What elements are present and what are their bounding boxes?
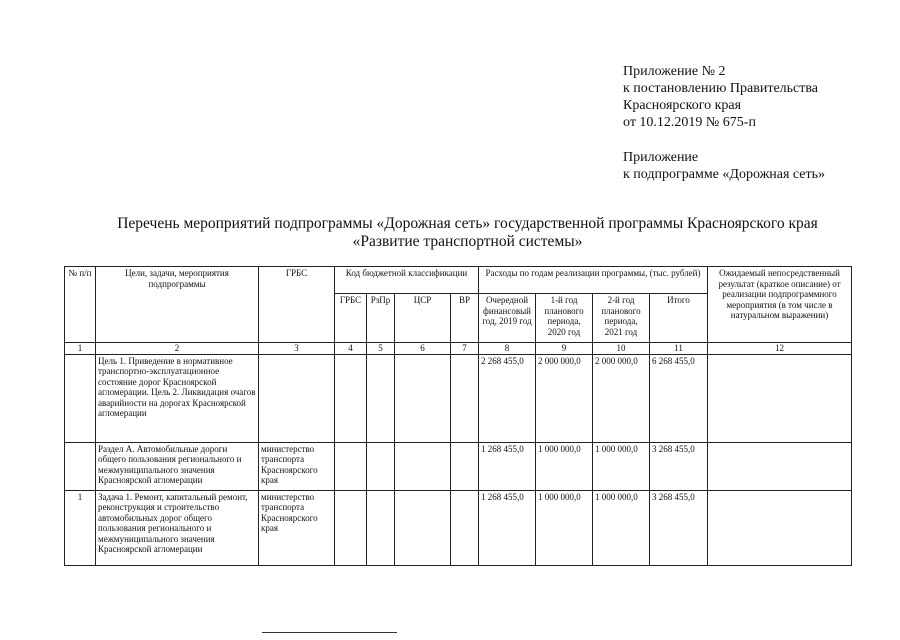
header-grbs: ГРБС	[259, 267, 335, 343]
column-number: 1	[65, 343, 96, 355]
row-y2019: 1 268 455,0	[479, 442, 536, 490]
attachment-line: к постановлению Правительства	[623, 81, 819, 96]
header-expenses: Расходы по годам реализации программы, (тыс. рублей)	[479, 267, 708, 294]
row-text: Цель 1. Приведение в нормативное транспортно-эксплуатационное состояние дорог Красноярской агломерации. Цель 2. Ликвидация очагов аварийности на дорогах Красноярской агломерации	[96, 354, 259, 442]
row-grbs	[259, 354, 335, 442]
row-num	[65, 354, 96, 442]
header-num: № п/п	[65, 267, 96, 343]
row-grbs: министерство транспорта Красноярского края	[259, 442, 335, 490]
column-number: 9	[536, 343, 593, 355]
header-year-2020: 1-й год планового периода, 2020 год	[536, 294, 593, 343]
attachment-line: Приложение	[623, 150, 699, 165]
row-total: 3 268 455,0	[650, 442, 708, 490]
column-number: 5	[367, 343, 395, 355]
table-row	[65, 354, 852, 442]
header-year-2019: Очередной финансовый год, 2019 год	[479, 294, 536, 343]
row-y2021: 1 000 000,0	[593, 442, 650, 490]
row-y2020: 2 000 000,0	[536, 354, 593, 442]
header-result: Ожидаемый непосредственный результат (краткое описание) от реализации подпрограммного мероприятия (в том числе в натуральном выражении)	[708, 267, 852, 343]
column-number: 8	[479, 343, 536, 355]
footnote-divider	[262, 632, 397, 633]
attachment-line: Приложение № 2	[623, 64, 726, 79]
sub-attachment-header	[623, 149, 825, 183]
column-number: 3	[259, 343, 335, 355]
column-number-row	[65, 343, 852, 355]
row-num: 1	[65, 490, 96, 565]
column-number: 7	[451, 343, 479, 355]
table-row	[65, 442, 852, 490]
column-number: 10	[593, 343, 650, 355]
header-vr: ВР	[451, 294, 479, 343]
column-number: 11	[650, 343, 708, 355]
row-y2020: 1 000 000,0	[536, 442, 593, 490]
attachment-line: к подпрограмме «Дорожная сеть»	[623, 167, 826, 182]
column-number: 6	[395, 343, 451, 355]
row-text: Раздел А. Автомобильные дороги общего пользования регионального и межмуниципального значения Красноярской агломерации	[96, 442, 259, 490]
title-line: Перечень мероприятий подпрограммы «Дорожная сеть» государственной программы Красноярского края	[117, 215, 818, 232]
row-text: Задача 1. Ремонт, капитальный ремонт, реконструкция и строительство автомобильных дорог общего пользования регионального и межмуниципального значения Красноярской агломерации	[96, 490, 259, 565]
row-y2019: 2 268 455,0	[479, 354, 536, 442]
row-y2021: 2 000 000,0	[593, 354, 650, 442]
row-y2020: 1 000 000,0	[536, 490, 593, 565]
table-row	[65, 490, 852, 565]
column-number: 2	[96, 343, 259, 355]
attachment-line: Красноярского края	[623, 98, 742, 113]
column-number: 12	[708, 343, 852, 355]
row-y2021: 1 000 000,0	[593, 490, 650, 565]
row-grbs: министерство транспорта Красноярского края	[259, 490, 335, 565]
header-year-2021: 2-й год планового периода, 2021 год	[593, 294, 650, 343]
title-line: «Развитие транспортной системы»	[352, 233, 583, 250]
row-total: 3 268 455,0	[650, 490, 708, 565]
attachment-line: от 10.12.2019 № 675-п	[623, 115, 756, 130]
row-num	[65, 442, 96, 490]
document-title	[60, 215, 875, 251]
header-total: Итого	[650, 294, 708, 343]
header-budget-code: Код бюджетной классификации	[335, 267, 479, 294]
row-y2019: 1 268 455,0	[479, 490, 536, 565]
measures-table	[64, 266, 852, 566]
header-goals: Цели, задачи, мероприятия подпрограммы	[96, 267, 259, 343]
attachment-header	[623, 63, 818, 131]
row-total: 6 268 455,0	[650, 354, 708, 442]
header-csr: ЦСР	[395, 294, 451, 343]
header-grbs-code: ГРБС	[335, 294, 367, 343]
header-rzpr: РзПр	[367, 294, 395, 343]
column-number: 4	[335, 343, 367, 355]
